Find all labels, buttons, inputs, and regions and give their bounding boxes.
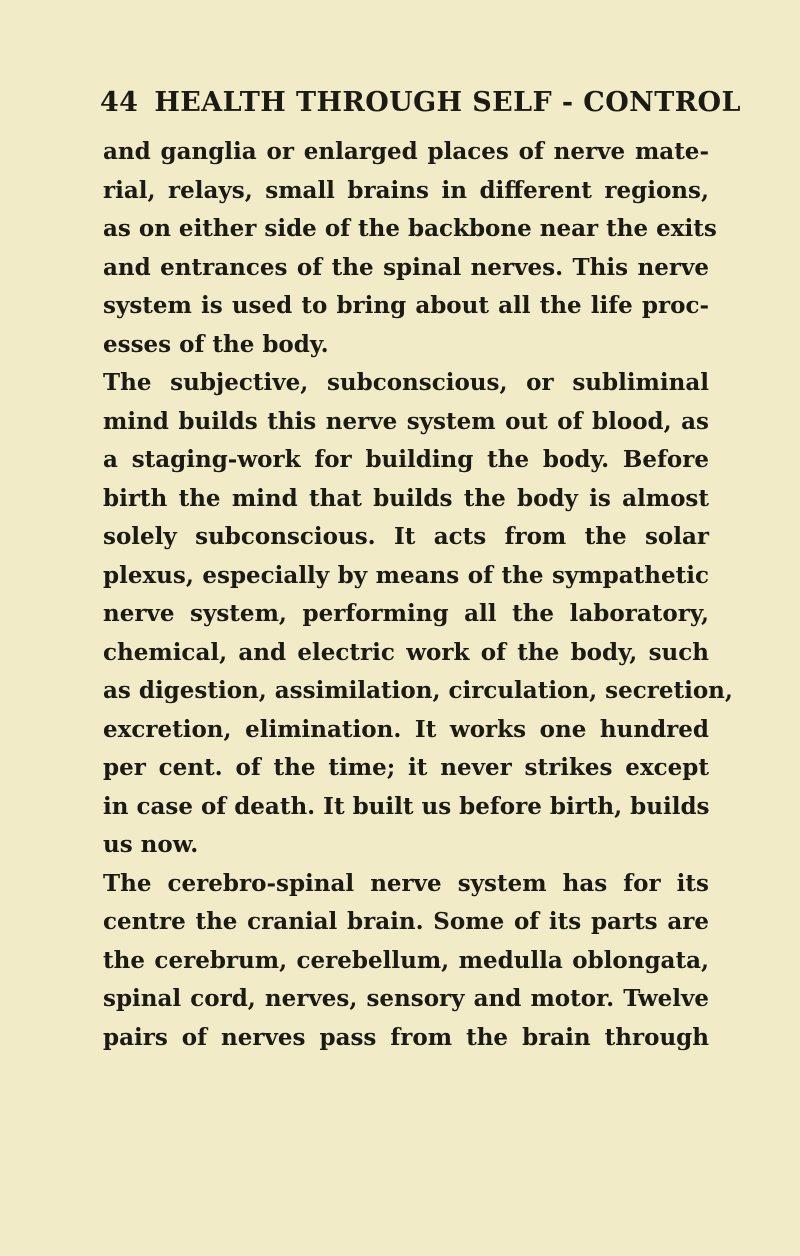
text-line: the cerebrum, cerebellum, medulla oblongata, [103,946,709,974]
text-line: The subjective, subconscious, or subliminal [103,369,709,396]
text-line: a staging-work for building the body. Before [103,446,709,473]
text-line: us now. [103,831,199,858]
page-number: 44 [100,87,139,118]
running-header [100,83,741,123]
text-line: The cerebro-spinal nerve system has for its [103,869,709,897]
text-line: per cent. of the time; it never strikes except [103,754,709,781]
text-line: and ganglia or enlarged places of nerve mate- [103,138,709,165]
text-line: in case of death. It built us before birth, builds [103,792,710,820]
text-line: birth the mind that builds the body is almost [103,484,709,512]
text-line: rial, relays, small brains in different regions, [103,176,709,204]
running-title: HEALTH THROUGH SELF - CONTROL [154,87,741,118]
text-line: chemical, and electric work of the body, such [103,638,709,666]
text-line: centre the cranial brain. Some of its parts are [103,908,709,935]
body-text [103,133,733,1057]
text-line: solely subconscious. It acts from the solar [103,523,709,550]
text-line: pairs of nerves pass from the brain through [103,1023,709,1051]
text-line: as on either side of the backbone near the exits [103,215,717,242]
text-line: nerve system, performing all the laboratory, [103,600,709,627]
text-line: system is used to bring about all the life proc- [103,292,709,319]
text-line: and entrances of the spinal nerves. This nerve [103,253,709,281]
text-line: mind builds this nerve system out of blood, as [103,407,709,435]
text-line: esses of the body. [103,330,329,358]
text-line: spinal cord, nerves, sensory and motor. Twelve [103,985,709,1012]
text-line: as digestion, assimilation, circulation, secretion, [103,677,733,704]
text-line: plexus, especially by means of the sympathetic [103,561,709,589]
text-line: excretion, elimination. It works one hundred [103,715,709,743]
